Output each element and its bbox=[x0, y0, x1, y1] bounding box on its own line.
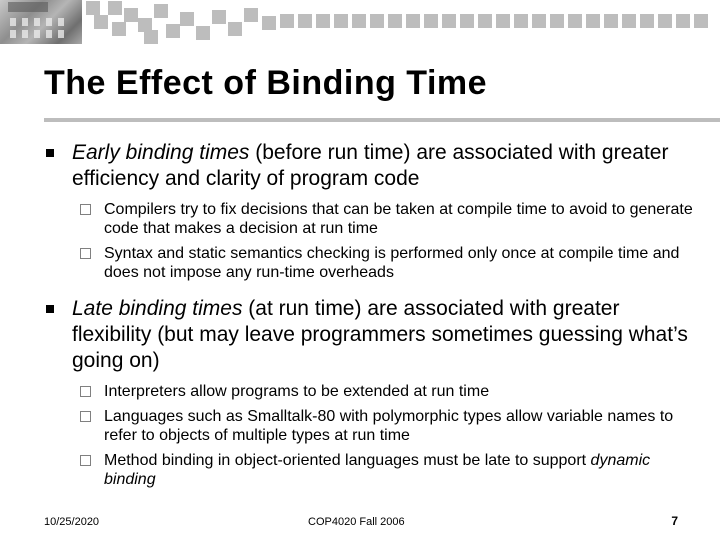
title-underline bbox=[44, 118, 720, 122]
hollow-square-icon bbox=[80, 386, 91, 397]
slide-body bbox=[44, 140, 694, 503]
bullet-early-binding bbox=[44, 140, 694, 192]
subpoint-text: Interpreters allow programs to be extended at run time bbox=[104, 383, 490, 400]
slide-title: The Effect of Binding Time bbox=[44, 64, 488, 102]
bullet-late-binding bbox=[44, 296, 694, 374]
hollow-square-icon bbox=[80, 204, 91, 215]
early-binding-text: (before run time) are associated with greater efficiency and clarity of program code bbox=[72, 141, 669, 190]
subpoint-syntax-checking bbox=[44, 244, 694, 282]
hollow-square-icon bbox=[80, 411, 91, 422]
decorative-squares bbox=[84, 0, 720, 44]
hollow-square-icon bbox=[80, 248, 91, 259]
dynamic-binding-emphasis: dynamic binding bbox=[104, 452, 651, 488]
hollow-square-icon bbox=[80, 455, 91, 466]
late-binding-text: (at run time) are associated with greater flexibility (but may leave programmers sometimes guessing what’s going on) bbox=[72, 297, 688, 372]
header-photo bbox=[0, 0, 82, 44]
late-binding-emphasis: Late binding times bbox=[72, 297, 243, 320]
subpoint-text: Syntax and static semantics checking is performed only once at compile time and does not impose any run-time overheads bbox=[104, 245, 680, 281]
early-binding-subpoints bbox=[44, 200, 694, 282]
black-square-icon bbox=[46, 149, 54, 157]
subpoint-text: Compilers try to fix decisions that can be taken at compile time to avoid to generate code that makes a decision at run time bbox=[104, 201, 693, 237]
footer-date: 10/25/2020 bbox=[44, 516, 100, 528]
subpoint-text: Languages such as Smalltalk-80 with polymorphic types allow variable names to refer to objects of multiple types at run time bbox=[104, 408, 674, 444]
subpoint-compilers bbox=[44, 200, 694, 238]
late-binding-subpoints bbox=[44, 382, 694, 489]
page-number: 7 bbox=[671, 514, 678, 528]
footer-course: COP4020 Fall 2006 bbox=[308, 516, 405, 528]
early-binding-emphasis: Early binding times bbox=[72, 141, 250, 164]
subpoint-interpreters bbox=[44, 382, 694, 401]
subpoint-text: Method binding in object-oriented languages must be late to support bbox=[104, 452, 591, 469]
subpoint-method-binding bbox=[44, 451, 694, 489]
black-square-icon bbox=[46, 305, 54, 313]
subpoint-smalltalk bbox=[44, 407, 694, 445]
